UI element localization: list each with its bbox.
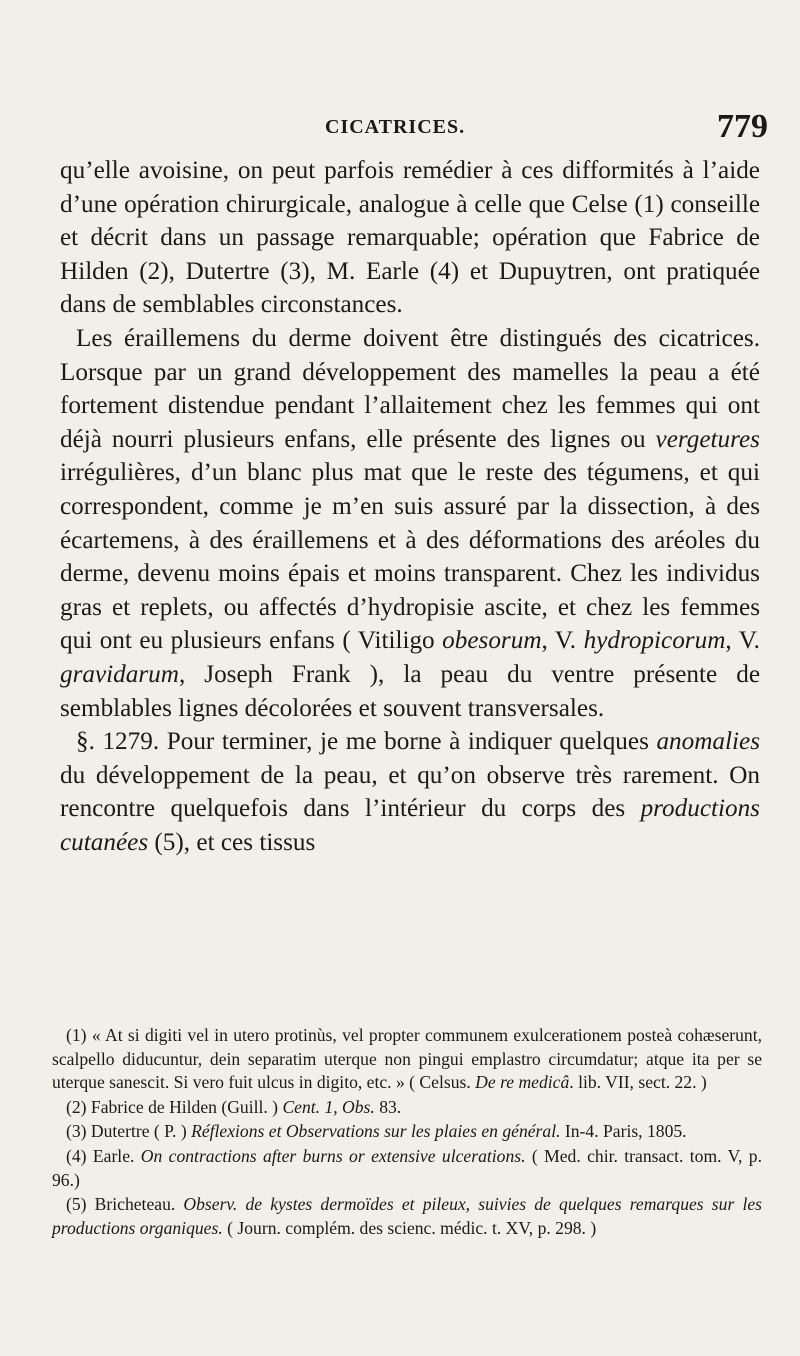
p2-italic-vergetures: vergetures [655, 425, 760, 453]
p3-part1: §. 1279. Pour terminer, je me borne à indiquer quelques [76, 728, 657, 756]
fn5-italic: Observ. de kystes dermoïdes et pileux, suivies de quelques remarques sur les productions organiques. [52, 1194, 762, 1238]
p2-italic-hydropicorum: hydropicorum [583, 627, 726, 655]
p3-italic-productions: productions cutanées [60, 795, 760, 856]
p2-italic-obesorum: obesorum [442, 627, 542, 655]
paragraph-2 [60, 322, 760, 725]
p2-part4: , V. [725, 627, 760, 655]
p3-italic-anomalies: anomalies [656, 728, 760, 756]
page-header [60, 110, 768, 156]
footnote-4 [52, 1145, 762, 1192]
fn5-text: (5) Bricheteau. [66, 1194, 184, 1215]
footnote-1 [52, 1024, 762, 1095]
p2-part1: Les éraillemens du derme doivent être distingués des cicatrices. Lorsque par un grand développement des mamelles la peau a été fortement distendue pendant l’allaitement chez les femmes qui ont déjà nourri plusieurs enfans, elle présente des lignes ou [60, 324, 760, 453]
fn2-text2: 83. [374, 1096, 402, 1117]
paragraph-3 [60, 725, 760, 859]
fn3-italic: Réflexions et Observations sur les plaies en général. [191, 1121, 561, 1142]
fn4-text2: ( Med. chir. transact. tom. V, p. 96.) [52, 1145, 762, 1190]
paragraph-1-text: qu’elle avoisine, on peut parfois remédier à ces difformités à l’aide d’une opération chirurgicale, analogue à celle que Celse (1) conseille et décrit dans un passage remarquable; opération que Fabrice de Hilden (2), Dutertre (3), M. Earle (4) et Dupuytren, ont pratiquée dans de semblables circonstances. [60, 157, 760, 319]
fn2-italic: Cent. 1, Obs. [282, 1096, 375, 1117]
p2-part2: irrégulières, d’un blanc plus mat que le reste des tégumens, et qui correspondent, comme je m’en suis assuré par la dissection, à des écartemens, à des éraillemens et à des déformations des aréoles du derme, devenu moins épais et moins transparent. Chez les individus gras et replets, ou affectés d’hydropisie ascite, et chez les femmes qui ont eu plusieurs enfans ( Vitiligo [60, 459, 760, 655]
p3-part2: du développement de la peau, et qu’on observe très rarement. On rencontre quelquefois dans l’intérieur du corps des [60, 761, 760, 823]
paragraph-1 [60, 154, 760, 322]
fn4-text: (4) Earle. [66, 1145, 141, 1166]
fn4-italic: On contractions after burns or extensive ulcerations. [140, 1145, 526, 1166]
fn1-text2: . lib. VII, sect. 22. ) [569, 1072, 707, 1093]
fn2-text: (2) Fabrice de Hilden (Guill. ) [66, 1096, 283, 1117]
p2-italic-gravidarum: gravidarum [60, 660, 179, 688]
footnotes [52, 1024, 762, 1241]
fn3-text: (3) Dutertre ( P. ) [66, 1121, 192, 1142]
footnote-5 [52, 1193, 762, 1240]
footnote-3 [52, 1120, 762, 1144]
running-title: CICATRICES. [325, 116, 466, 138]
page-number: 779 [717, 108, 768, 145]
main-text [60, 154, 760, 859]
p2-part3: , V. [541, 627, 584, 655]
fn1-italic: De re medicâ [475, 1072, 570, 1093]
p2-part5: , Joseph Frank ), la peau du ventre présente de semblables lignes décolorées et souvent transversales. [60, 660, 760, 722]
p3-part3: (5), et ces tissus [148, 828, 316, 856]
fn5-text2: ( Journ. complém. des scienc. médic. t. XV, p. 298. ) [222, 1217, 597, 1238]
fn3-text2: In-4. Paris, 1805. [560, 1121, 687, 1142]
fn1-text: (1) « At si digiti vel in utero protinùs, vel propter communem exulcerationem posteà cohæserunt, scalpello diducuntur, dein separatim uterque non pingui emplastro circumdatur; atque ita per se uterque sanescit. Si vero fuit ulcus in digito, etc. » ( Celsus. [52, 1025, 762, 1093]
footnote-2 [52, 1096, 762, 1120]
